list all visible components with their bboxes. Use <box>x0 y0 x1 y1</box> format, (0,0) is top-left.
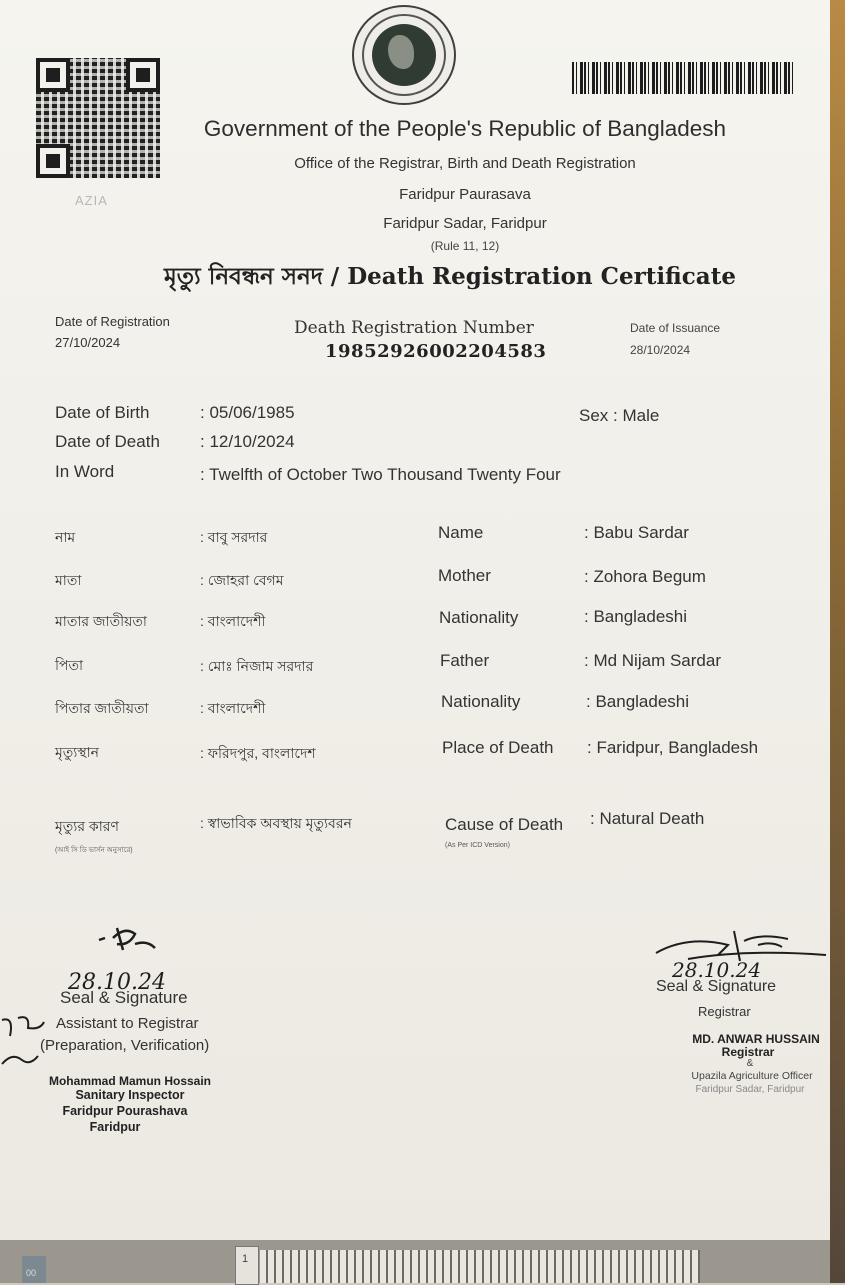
bn-father-nationality-label: পিতার জাতীয়তা <box>55 700 149 716</box>
qr-code-icon <box>36 58 160 178</box>
left-officer-name: Mohammad Mamun Hossain <box>48 1074 212 1088</box>
father-value: : Md Nijam Sardar <box>584 651 721 670</box>
bn-mother-value: : জোহরা বেগম <box>200 572 284 588</box>
date-of-issuance-value: 28/10/2024 <box>630 343 691 357</box>
icd-note: (As Per ICD Version) <box>445 842 510 849</box>
left-officer-org: Faridpur Pourashava <box>62 1104 188 1118</box>
bottom-paper-strip <box>0 1240 830 1283</box>
bn-mother-nationality-label: মাতার জাতীয়তা <box>55 613 147 629</box>
left-seal-signature-label: Seal & Signature <box>60 988 188 1007</box>
date-of-death-value: : 12/10/2024 <box>200 432 295 451</box>
registration-number-value: 19852926002204583 <box>325 341 547 362</box>
location-heading: Faridpur Sadar, Faridpur <box>383 215 547 232</box>
mother-value: : Zohora Begum <box>584 567 706 586</box>
right-officer-title2: Upazila Agriculture Officer <box>691 1070 813 1082</box>
left-signature-icon <box>95 920 165 958</box>
paurasava-heading: Faridpur Paurasava <box>399 186 531 203</box>
qr-label: AZIA <box>75 193 108 208</box>
left-handwritten-date: 28.10.24 <box>68 970 166 995</box>
name-label: Name <box>438 523 484 542</box>
name-value: : Babu Sardar <box>584 523 689 542</box>
left-officer-place: Faridpur <box>89 1120 141 1134</box>
bottom-tab <box>235 1246 259 1285</box>
certificate-title: মৃত্যু নিবন্ধন সনদ / Death Registration Certificate <box>164 263 736 290</box>
father-nationality-label: Nationality <box>441 692 521 711</box>
bn-name-value: : বাবু সরদার <box>200 529 268 545</box>
bn-mother-label: মাতা <box>55 572 82 588</box>
qr-finder-top-right <box>126 58 160 92</box>
bn-name-label: নাম <box>55 529 76 545</box>
date-of-registration-label: Date of Registration <box>55 314 170 329</box>
date-of-birth-label: Date of Birth <box>55 403 150 422</box>
date-of-issuance-label: Date of Issuance <box>630 321 721 335</box>
mother-label: Mother <box>438 566 491 585</box>
assistant-registrar-role-detail: (Preparation, Verification) <box>40 1037 210 1054</box>
cause-of-death-label: Cause of Death <box>445 815 564 834</box>
bn-icd-note: (আই সি ডি ভার্সন অনুসারে) <box>55 847 133 854</box>
bn-father-label: পিতা <box>55 657 84 673</box>
right-officer-title: Registrar <box>721 1045 775 1059</box>
corner-text: 00 <box>26 1268 37 1278</box>
in-word-label: In Word <box>55 462 115 481</box>
qr-finder-bottom-left <box>36 144 70 178</box>
registration-number-label: Death Registration Number <box>294 318 534 338</box>
bn-father-nationality-value: : বাংলাদেশী <box>200 700 266 716</box>
rule-reference: (Rule 11, 12) <box>430 239 500 253</box>
bn-mother-nationality-value: : বাংলাদেশী <box>200 613 266 629</box>
tab-text: 1 <box>242 1253 249 1265</box>
father-nationality-value: : Bangladeshi <box>586 692 690 711</box>
date-of-registration-value: 27/10/2024 <box>55 335 121 350</box>
bn-father-value: : মোঃ নিজাম সরদার <box>200 658 314 674</box>
assistant-registrar-role: Assistant to Registrar <box>56 1015 199 1032</box>
registrar-role: Registrar <box>698 1004 751 1019</box>
date-of-death-label: Date of Death <box>55 432 160 451</box>
desk-edge-right <box>830 0 845 1283</box>
qr-finder-top-left <box>36 58 70 92</box>
office-heading: Office of the Registrar, Birth and Death Registration <box>294 155 636 172</box>
mother-nationality-value: : Bangladeshi <box>584 607 688 626</box>
barcode-icon <box>572 62 794 94</box>
right-handwritten-date: 28.10.24 <box>672 958 762 982</box>
government-heading: Government of the People's Republic of Bangladesh <box>203 116 727 141</box>
right-seal-signature-label: Seal & Signature <box>656 978 777 995</box>
right-officer-amp: & <box>746 1058 754 1069</box>
bottom-corner-tile <box>22 1256 46 1283</box>
right-officer-name: MD. ANWAR HUSSAIN <box>692 1032 820 1046</box>
date-of-birth-value: : 05/06/1985 <box>200 403 295 422</box>
father-label: Father <box>440 651 490 670</box>
bottom-ruled-strip <box>260 1250 700 1283</box>
right-officer-place: Faridpur Sadar, Faridpur <box>695 1084 805 1095</box>
bn-cause-of-death-label: মৃত্যুর কারণ <box>55 818 119 834</box>
sex-value: Sex : Male <box>579 406 660 425</box>
bn-place-of-death-value: : ফরিদপুর, বাংলাদেশ <box>200 745 316 761</box>
place-of-death-value: : Faridpur, Bangladesh <box>587 738 759 757</box>
bn-place-of-death-label: মৃত্যুস্থান <box>55 744 100 760</box>
mother-nationality-label: Nationality <box>439 608 519 627</box>
cause-of-death-value: : Natural Death <box>590 809 705 828</box>
bn-cause-of-death-value: : স্বাভাবিক অবস্থায় মৃত্যুবরন <box>200 815 352 831</box>
place-of-death-label: Place of Death <box>442 738 554 757</box>
government-seal-icon <box>352 5 456 105</box>
left-officer-title: Sanitary Inspector <box>75 1088 185 1102</box>
bangladesh-map-icon <box>388 35 414 69</box>
in-word-value: : Twelfth of October Two Thousand Twenty Four <box>200 465 561 484</box>
